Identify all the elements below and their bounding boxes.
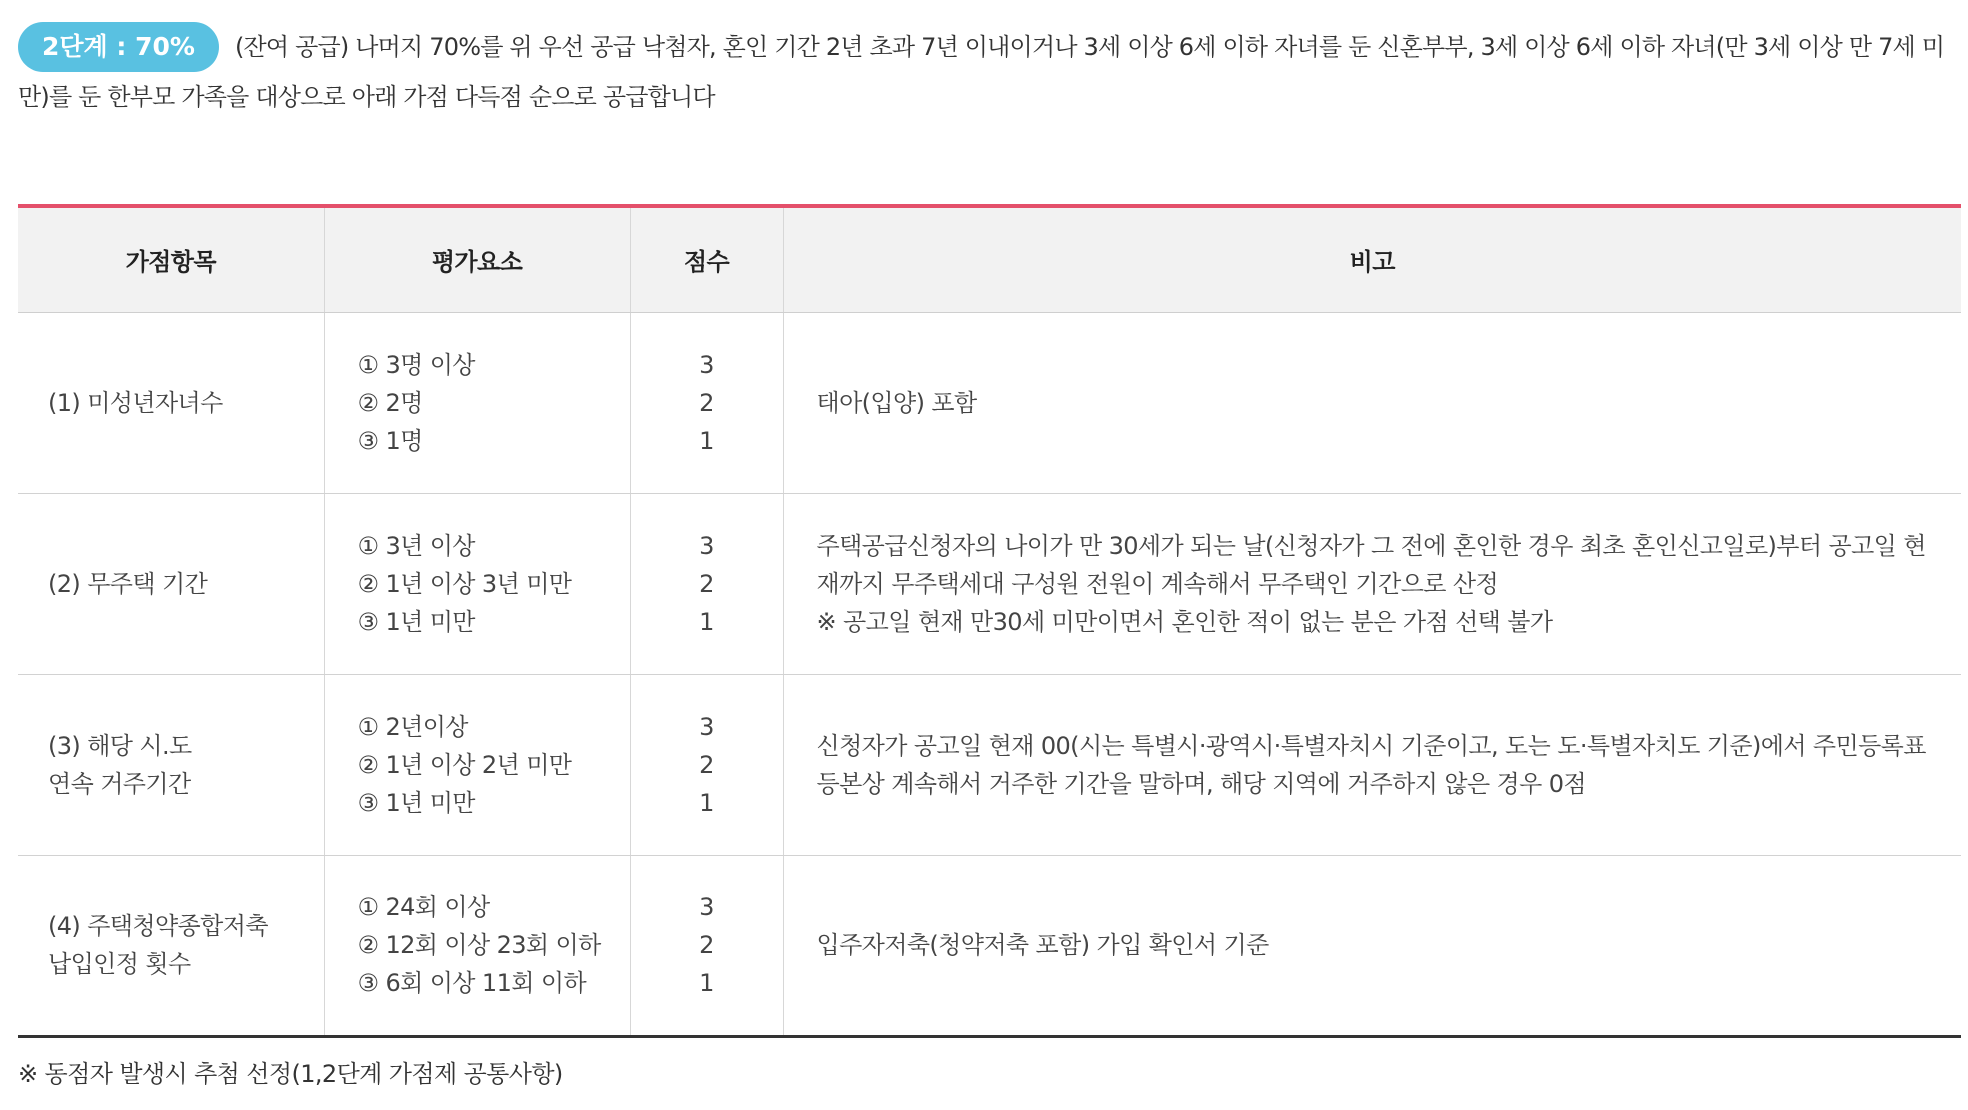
element-cell bbox=[324, 855, 630, 1036]
score-value: 3 bbox=[699, 531, 714, 560]
element-option: ② 2명 bbox=[357, 388, 423, 417]
table-header-row bbox=[18, 206, 1961, 312]
element-option: ① 3명 이상 bbox=[357, 350, 475, 379]
element-cell bbox=[324, 493, 630, 674]
score-table bbox=[18, 204, 1961, 1038]
item-label-cont: 연속 거주기간 bbox=[48, 769, 191, 798]
score-value: 3 bbox=[699, 893, 714, 921]
note-cell bbox=[783, 493, 1961, 674]
item-cell bbox=[18, 493, 324, 674]
element-option: ② 1년 이상 3년 미만 bbox=[357, 569, 572, 598]
header-element: 평가요소 bbox=[324, 206, 630, 312]
item-label: (2) 무주택 기간 bbox=[48, 569, 208, 598]
intro-paragraph bbox=[18, 22, 1958, 122]
item-label: (1) 미성년자녀수 bbox=[48, 388, 223, 417]
element-option: ① 24회 이상 bbox=[357, 893, 490, 921]
element-option: ① 2년이상 bbox=[357, 712, 468, 741]
element-option: ③ 1년 미만 bbox=[357, 607, 475, 636]
score-value: 2 bbox=[699, 569, 714, 598]
table-row bbox=[18, 855, 1961, 1036]
score-value: 1 bbox=[699, 607, 714, 636]
footnote: ※ 동점자 발생시 추첨 선정(1,2단계 가점제 공통사항) bbox=[18, 1060, 563, 1088]
item-cell bbox=[18, 674, 324, 855]
header-item: 가점항목 bbox=[18, 206, 324, 312]
score-value: 2 bbox=[699, 750, 714, 779]
score-value: 1 bbox=[699, 426, 714, 455]
item-label: (3) 해당 시.도 bbox=[48, 731, 192, 760]
score-value: 2 bbox=[699, 388, 714, 417]
score-cell bbox=[630, 674, 783, 855]
note-cell bbox=[783, 674, 1961, 855]
element-option: ③ 6회 이상 11회 이하 bbox=[357, 969, 587, 997]
score-cell bbox=[630, 855, 783, 1036]
note-text: 입주자저축(청약저축 포함) 가입 확인서 기준 bbox=[816, 931, 1269, 959]
stage-badge: 2단계 : 70% bbox=[18, 22, 219, 72]
intro-text: (잔여 공급) 나머지 70%를 위 우선 공급 낙첨자, 혼인 기간 2년 초과 7년 이내이거나 3세 이상 6세 이하 자녀를 둔 신혼부부, 3세 이상 6세 이하 자녀(만 3세 이상 만 7세 미만)를 둔 한부모 가족을 대상으로 아래 가점 다득점 순으로 공급합니다 bbox=[18, 33, 1945, 111]
score-value: 1 bbox=[699, 969, 714, 997]
note-cell bbox=[783, 312, 1961, 493]
element-cell bbox=[324, 312, 630, 493]
note-text: 태아(입양) 포함 bbox=[816, 388, 977, 417]
element-option: ③ 1년 미만 bbox=[357, 788, 475, 817]
score-value: 1 bbox=[699, 788, 714, 817]
score-cell bbox=[630, 312, 783, 493]
header-note: 비고 bbox=[783, 206, 1961, 312]
note-text: 신청자가 공고일 현재 00(시는 특별시·광역시·특별자치시 기준이고, 도는 도·특별자치도 기준)에서 주민등록표등본상 계속해서 거주한 기간을 말하며, 해당 지역에 거주하지 않은 경우 0점 bbox=[816, 731, 1926, 798]
score-value: 2 bbox=[699, 931, 714, 959]
element-option: ② 1년 이상 2년 미만 bbox=[357, 750, 572, 779]
item-cell bbox=[18, 855, 324, 1036]
table-row bbox=[18, 312, 1961, 493]
note-text: 주택공급신청자의 나이가 만 30세가 되는 날(신청자가 그 전에 혼인한 경우 최초 혼인신고일로)부터 공고일 현재까지 무주택세대 구성원 전원이 계속해서 무주택인 기간으로 산정 bbox=[816, 531, 1926, 598]
element-option: ① 3년 이상 bbox=[357, 531, 475, 560]
element-cell bbox=[324, 674, 630, 855]
table-row bbox=[18, 674, 1961, 855]
note-remark: ※ 공고일 현재 만30세 미만이면서 혼인한 적이 없는 분은 가점 선택 불가 bbox=[816, 607, 1553, 636]
score-value: 3 bbox=[699, 712, 714, 741]
element-option: ③ 1명 bbox=[357, 426, 423, 455]
table-row bbox=[18, 493, 1961, 674]
element-option: ② 12회 이상 23회 이하 bbox=[357, 931, 601, 959]
score-value: 3 bbox=[699, 350, 714, 379]
item-label: (4) 주택청약종합저축 bbox=[48, 912, 268, 940]
note-cell bbox=[783, 855, 1961, 1036]
item-label-cont: 납입인정 횟수 bbox=[48, 950, 191, 978]
score-cell bbox=[630, 493, 783, 674]
item-cell bbox=[18, 312, 324, 493]
header-score: 점수 bbox=[630, 206, 783, 312]
